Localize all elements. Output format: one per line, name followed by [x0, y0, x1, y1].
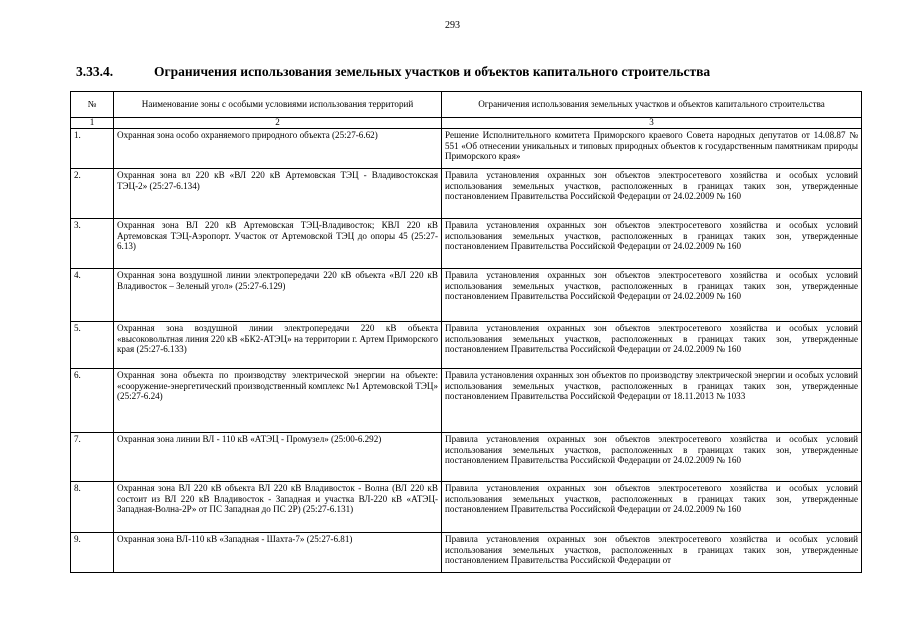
zone-name: Охранная зона особо охраняемого природного объекта (25:27-6.62)	[114, 129, 442, 169]
column-index: 2	[114, 118, 442, 129]
row-number: 2.	[71, 169, 114, 219]
table-row	[71, 433, 862, 482]
zone-name: Охранная зона ВЛ 220 кВ Артемовская ТЭЦ-Владивосток; КВЛ 220 кВ Артемовская ТЭЦ-Аэропорт. Участок от Артемовской ТЭЦ до опоры 45 (25:27-6.13)	[114, 219, 442, 269]
row-number: 5.	[71, 322, 114, 369]
column-index: 1	[71, 118, 114, 129]
table-row	[71, 322, 862, 369]
restriction-text: Правила установления охранных зон объектов электросетевого хозяйства и особых условий использования земельных участков, расположенных в границах таких зон, утвержденные постановлением Правительства Российской Федерации от 24.02.2009 № 160	[442, 322, 862, 369]
column-index: 3	[442, 118, 862, 129]
row-number: 3.	[71, 219, 114, 269]
table-row	[71, 269, 862, 322]
header-number: №	[71, 92, 114, 118]
zone-name: Охранная зона объекта по производству электрической энергии на объекте: «сооружение-энергетический производственный комплекс №1 Артемовской ТЭЦ» (25:27-6.24)	[114, 369, 442, 433]
page-number: 293	[445, 20, 460, 31]
row-number: 7.	[71, 433, 114, 482]
restriction-text: Правила установления охранных зон объектов электросетевого хозяйства и особых условий использования земельных участков, расположенных в границах таких зон, утвержденные постановлением Правительства Российской Федерации от 24.02.2009 № 160	[442, 169, 862, 219]
zone-name: Охранная зона воздушной линии электропередачи 220 кВ объекта «высоковольтная линия 220 кВ «БК2-АТЭЦ» на территории г. Артем Приморского края (25:27-6.133)	[114, 322, 442, 369]
column-index-row	[71, 118, 862, 129]
table-row	[71, 129, 862, 169]
zone-name: Охранная зона линии ВЛ - 110 кВ «АТЭЦ - Промузел» (25:00-6.292)	[114, 433, 442, 482]
table-row	[71, 369, 862, 433]
header-zone-name: Наименование зоны с особыми условиями использования территорий	[114, 92, 442, 118]
restriction-text: Правила установления охранных зон объектов электросетевого хозяйства и особых условий использования земельных участков, расположенных в границах таких зон, утвержденные постановлением Правительства Российской Федерации от	[442, 533, 862, 573]
section-heading	[76, 64, 866, 80]
restriction-text: Правила установления охранных зон объектов электросетевого хозяйства и особых условий использования земельных участков, расположенных в границах таких зон, утвержденные постановлением Правительства Российской Федерации от 24.02.2009 № 160	[442, 269, 862, 322]
zone-name: Охранная зона ВЛ 220 кВ объекта ВЛ 220 кВ Владивосток - Волна (ВЛ 220 кВ состоит из ВЛ 220 кВ Владивосток - Западная и участка ВЛ-220 кВ «АТЭЦ-Западная-Волна-2Р» от ПС Западная до ПС 2Р) (25:27-6.131)	[114, 482, 442, 533]
table-row	[71, 219, 862, 269]
table-header-row	[71, 92, 862, 118]
row-number: 4.	[71, 269, 114, 322]
row-number: 8.	[71, 482, 114, 533]
restriction-text: Правила установления охранных зон объектов электросетевого хозяйства и особых условий использования земельных участков, расположенных в границах таких зон, утвержденные постановлением Правительства Российской Федерации от 24.02.2009 № 160	[442, 219, 862, 269]
section-number: 3.33.4.	[76, 64, 114, 79]
row-number: 9.	[71, 533, 114, 573]
table-row	[71, 169, 862, 219]
row-number: 1.	[71, 129, 114, 169]
header-restrictions: Ограничения использования земельных участков и объектов капитального строительства	[442, 92, 862, 118]
restriction-text: Правила установления охранных зон объектов по производству электрической энергии и особых условий использования земельных участков, расположенных в границах таких зон, утвержденные постановлением Правительства Российской Федерации от 18.11.2013 № 1033	[442, 369, 862, 433]
zone-name: Охранная зона ВЛ-110 кВ «Западная - Шахта-7» (25:27-6.81)	[114, 533, 442, 573]
restrictions-table	[70, 91, 862, 573]
table-row	[71, 482, 862, 533]
table-row	[71, 533, 862, 573]
zone-name: Охранная зона воздушной линии электропередачи 220 кВ объекта «ВЛ 220 кВ Владивосток – Зеленый угол» (25:27-6.129)	[114, 269, 442, 322]
zone-name: Охранная зона вл 220 кВ «ВЛ 220 кВ Артемовская ТЭЦ - Владивостокская ТЭЦ-2» (25:27-6.134)	[114, 169, 442, 219]
row-number: 6.	[71, 369, 114, 433]
restriction-text: Решение Исполнительного комитета Приморского краевого Совета народных депутатов от 14.08.87 № 551 «Об отнесении уникальных и типовых природных объектов к государственным памятникам природы Приморского края»	[442, 129, 862, 169]
restriction-text: Правила установления охранных зон объектов электросетевого хозяйства и особых условий использования земельных участков, расположенных в границах таких зон, утвержденные постановлением Правительства Российской Федерации от 24.02.2009 № 160	[442, 433, 862, 482]
restriction-text: Правила установления охранных зон объектов электросетевого хозяйства и особых условий использования земельных участков, расположенных в границах таких зон, утвержденные постановлением Правительства Российской Федерации от 24.02.2009 № 160	[442, 482, 862, 533]
section-title: Ограничения использования земельных участков и объектов капитального строительства	[154, 64, 711, 79]
